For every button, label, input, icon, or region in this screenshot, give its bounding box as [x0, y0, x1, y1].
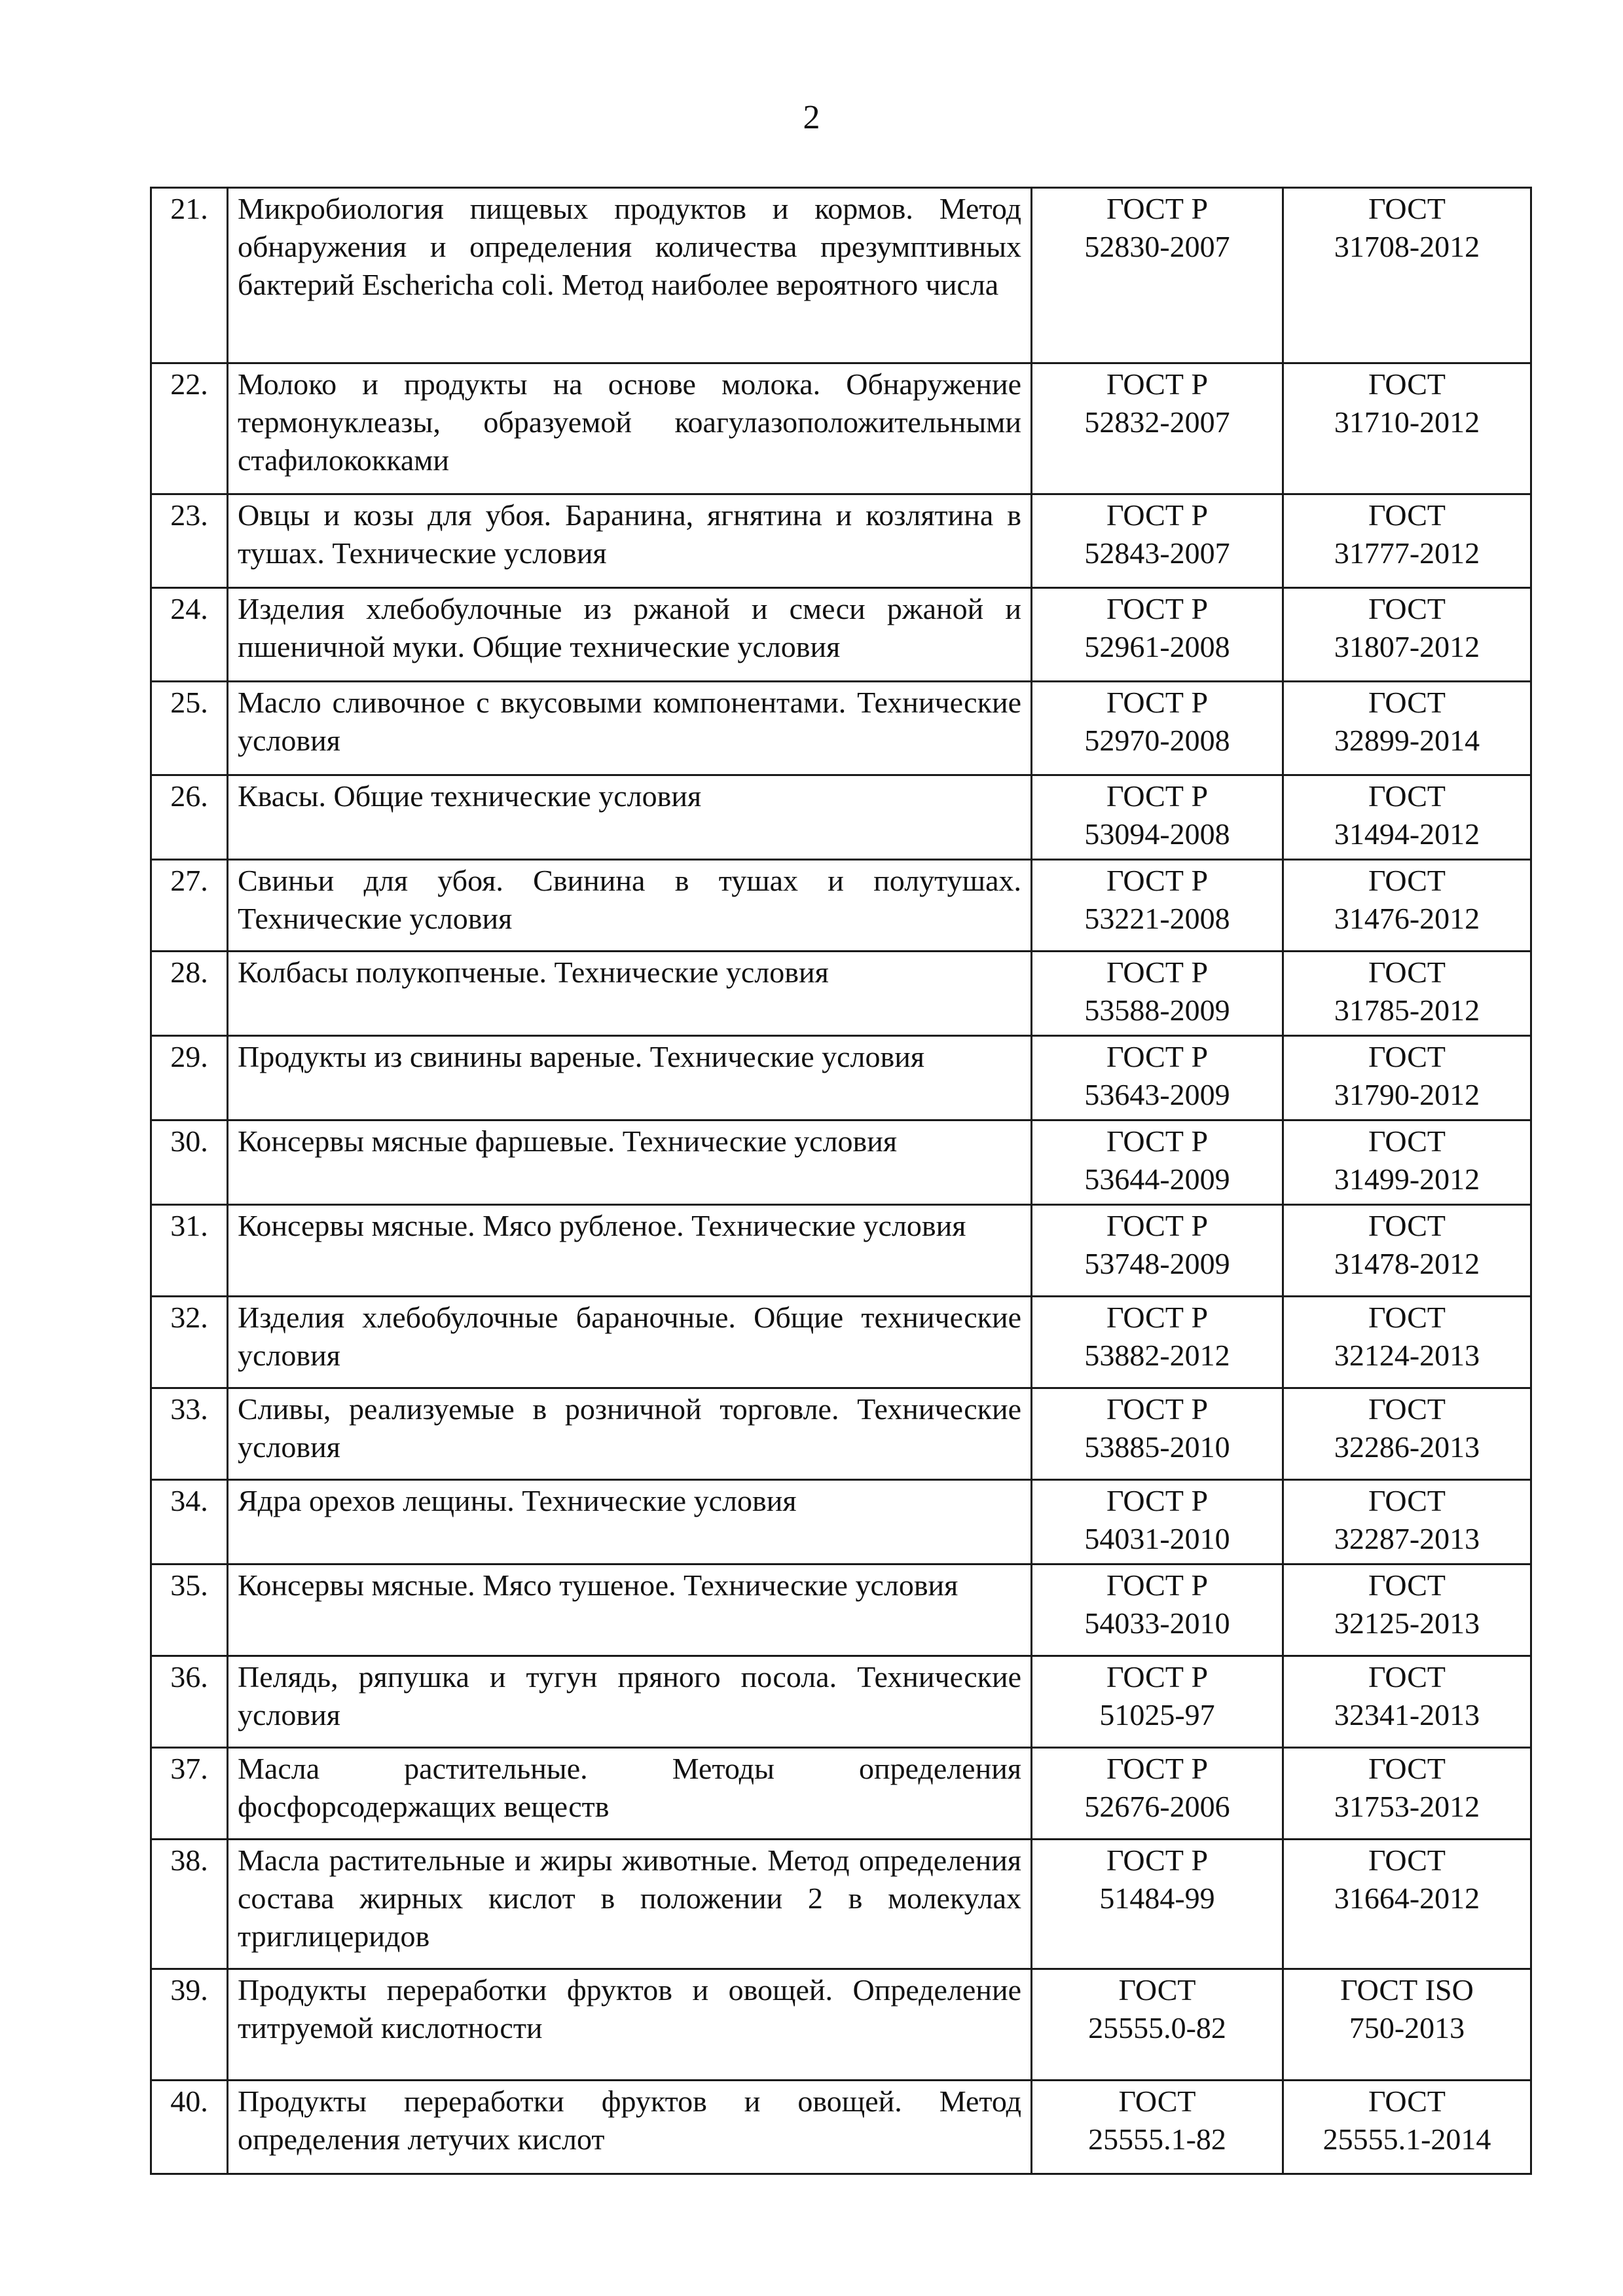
new-standard-number: 31710-2012: [1334, 405, 1480, 439]
new-standard-type: ГОСТ: [1368, 1752, 1446, 1785]
table-row: [151, 1205, 1531, 1297]
replaced-standard-type: ГОСТ Р: [1106, 1301, 1209, 1334]
replaced-standard-type: ГОСТ Р: [1106, 1124, 1209, 1158]
standard-title: Масло сливочное с вкусовыми компонентами. Технические условия: [228, 682, 1032, 775]
standard-title: Масла растительные. Методы определения фосфорсодержащих веществ: [228, 1748, 1032, 1840]
new-standard-type: ГОСТ: [1368, 1392, 1446, 1426]
new-standard-number: 25555.1-2014: [1322, 2122, 1491, 2156]
table-row: [151, 363, 1531, 494]
new-standard-number: 31790-2012: [1334, 1078, 1480, 1111]
standard-title: Продукты переработки фруктов и овощей. Определение титруемой кислотности: [228, 1969, 1032, 2081]
row-number: 33.: [151, 1388, 228, 1480]
row-number: 39.: [151, 1969, 228, 2081]
standard-title: Молоко и продукты на основе молока. Обнаружение термонуклеазы, образуемой коагулазоположительными стафилококками: [228, 363, 1032, 494]
new-standard: [1283, 2081, 1531, 2174]
replaced-standard-number: 52676-2006: [1084, 1790, 1230, 1823]
new-standard: [1283, 1969, 1531, 2081]
new-standard: [1283, 860, 1531, 952]
new-standard-type: ГОСТ: [1368, 686, 1446, 719]
new-standard-number: 32341-2013: [1334, 1698, 1480, 1731]
replaced-standard: [1032, 2081, 1283, 2174]
new-standard-number: 31753-2012: [1334, 1790, 1480, 1823]
replaced-standard-number: 53221-2008: [1084, 902, 1230, 935]
new-standard-number: 31494-2012: [1334, 817, 1480, 851]
standard-title: Консервы мясные фаршевые. Технические условия: [228, 1120, 1032, 1205]
row-number: 35.: [151, 1565, 228, 1656]
new-standard: [1283, 363, 1531, 494]
replaced-standard-number: 53882-2012: [1084, 1339, 1230, 1372]
new-standard: [1283, 188, 1531, 363]
new-standard: [1283, 1036, 1531, 1120]
replaced-standard-number: 51484-99: [1099, 1881, 1215, 1915]
replaced-standard: [1032, 1656, 1283, 1748]
new-standard-number: 31708-2012: [1334, 230, 1480, 263]
standard-title: Изделия хлебобулочные из ржаной и смеси ржаной и пшеничной муки. Общие технические условия: [228, 588, 1032, 682]
standard-title: Продукты из свинины вареные. Технические условия: [228, 1036, 1032, 1120]
new-standard: [1283, 1480, 1531, 1565]
new-standard-number: 32124-2013: [1334, 1339, 1480, 1372]
replaced-standard: [1032, 588, 1283, 682]
standard-title: Изделия хлебобулочные бараночные. Общие технические условия: [228, 1297, 1032, 1388]
new-standard-type: ГОСТ: [1368, 864, 1446, 897]
replaced-standard-type: ГОСТ Р: [1106, 955, 1209, 989]
new-standard-type: ГОСТ: [1368, 2084, 1446, 2118]
replaced-standard-number: 52970-2008: [1084, 724, 1230, 757]
row-number: 28.: [151, 952, 228, 1036]
new-standard: [1283, 588, 1531, 682]
new-standard: [1283, 952, 1531, 1036]
new-standard-type: ГОСТ: [1368, 1660, 1446, 1694]
row-number: 27.: [151, 860, 228, 952]
replaced-standard: [1032, 1120, 1283, 1205]
replaced-standard-number: 53644-2009: [1084, 1162, 1230, 1196]
replaced-standard: [1032, 952, 1283, 1036]
new-standard: [1283, 1120, 1531, 1205]
standard-title: Продукты переработки фруктов и овощей. Метод определения летучих кислот: [228, 2081, 1032, 2174]
replaced-standard: [1032, 1297, 1283, 1388]
replaced-standard: [1032, 682, 1283, 775]
standard-title: Сливы, реализуемые в розничной торговле. Технические условия: [228, 1388, 1032, 1480]
new-standard-number: 31478-2012: [1334, 1247, 1480, 1280]
new-standard-type: ГОСТ: [1368, 1568, 1446, 1602]
new-standard-number: 32286-2013: [1334, 1430, 1480, 1464]
replaced-standard: [1032, 494, 1283, 588]
standard-title: Пелядь, ряпушка и тугун пряного посола. Технические условия: [228, 1656, 1032, 1748]
replaced-standard-type: ГОСТ Р: [1106, 1568, 1209, 1602]
replaced-standard-number: 54031-2010: [1084, 1522, 1230, 1555]
new-standard-number: 31785-2012: [1334, 993, 1480, 1027]
table-row: [151, 1656, 1531, 1748]
new-standard: [1283, 1748, 1531, 1840]
new-standard: [1283, 682, 1531, 775]
replaced-standard-type: ГОСТ Р: [1106, 192, 1209, 225]
standard-title: Колбасы полукопченые. Технические условия: [228, 952, 1032, 1036]
replaced-standard-type: ГОСТ Р: [1106, 864, 1209, 897]
replaced-standard: [1032, 860, 1283, 952]
standard-title: Овцы и козы для убоя. Баранина, ягнятина и козлятина в тушах. Технические условия: [228, 494, 1032, 588]
replaced-standard-number: 25555.1-82: [1088, 2122, 1226, 2156]
row-number: 21.: [151, 188, 228, 363]
row-number: 25.: [151, 682, 228, 775]
row-number: 37.: [151, 1748, 228, 1840]
replaced-standard: [1032, 1205, 1283, 1297]
replaced-standard: [1032, 1480, 1283, 1565]
standard-title: Свиньи для убоя. Свинина в тушах и полутушах. Технические условия: [228, 860, 1032, 952]
replaced-standard-number: 25555.0-82: [1088, 2011, 1226, 2045]
replaced-standard-type: ГОСТ Р: [1106, 1660, 1209, 1694]
new-standard-number: 31807-2012: [1334, 630, 1480, 663]
new-standard-type: ГОСТ: [1368, 367, 1446, 401]
replaced-standard-type: ГОСТ Р: [1106, 1209, 1209, 1242]
standard-title: Квасы. Общие технические условия: [228, 775, 1032, 860]
standards-table: [150, 187, 1532, 2175]
table-row: [151, 2081, 1531, 2174]
new-standard: [1283, 1840, 1531, 1969]
replaced-standard: [1032, 1565, 1283, 1656]
replaced-standard-number: 53748-2009: [1084, 1247, 1230, 1280]
standards-table-body: [151, 188, 1531, 2174]
new-standard: [1283, 1205, 1531, 1297]
row-number: 32.: [151, 1297, 228, 1388]
replaced-standard: [1032, 1388, 1283, 1480]
table-row: [151, 1840, 1531, 1969]
new-standard: [1283, 1297, 1531, 1388]
new-standard-number: 32125-2013: [1334, 1606, 1480, 1640]
row-number: 31.: [151, 1205, 228, 1297]
standard-title: Микробиология пищевых продуктов и кормов. Метод обнаружения и определения количества презумптивных бактерий Escherichа coli. Метод наиболее вероятного числа: [228, 188, 1032, 363]
new-standard-type: ГОСТ: [1368, 498, 1446, 532]
row-number: 29.: [151, 1036, 228, 1120]
row-number: 38.: [151, 1840, 228, 1969]
new-standard-number: 31476-2012: [1334, 902, 1480, 935]
new-standard-number: 31664-2012: [1334, 1881, 1480, 1915]
replaced-standard-type: ГОСТ Р: [1106, 1843, 1209, 1877]
replaced-standard-type: ГОСТ Р: [1106, 686, 1209, 719]
new-standard-type: ГОСТ: [1368, 1484, 1446, 1517]
new-standard: [1283, 1388, 1531, 1480]
replaced-standard-number: 53885-2010: [1084, 1430, 1230, 1464]
new-standard-type: ГОСТ: [1368, 955, 1446, 989]
table-row: [151, 775, 1531, 860]
replaced-standard-number: 53094-2008: [1084, 817, 1230, 851]
new-standard-type: ГОСТ: [1368, 779, 1446, 813]
table-row: [151, 1036, 1531, 1120]
replaced-standard-number: 54033-2010: [1084, 1606, 1230, 1640]
new-standard-type: ГОСТ ISO: [1340, 1973, 1474, 2007]
new-standard-number: 32287-2013: [1334, 1522, 1480, 1555]
standard-title: Консервы мясные. Мясо рубленое. Технические условия: [228, 1205, 1032, 1297]
replaced-standard-number: 53643-2009: [1084, 1078, 1230, 1111]
replaced-standard-type: ГОСТ: [1118, 2084, 1196, 2118]
new-standard: [1283, 1565, 1531, 1656]
replaced-standard: [1032, 1748, 1283, 1840]
new-standard-type: ГОСТ: [1368, 1209, 1446, 1242]
standard-title: Консервы мясные. Мясо тушеное. Технические условия: [228, 1565, 1032, 1656]
row-number: 30.: [151, 1120, 228, 1205]
replaced-standard-number: 52832-2007: [1084, 405, 1230, 439]
replaced-standard: [1032, 188, 1283, 363]
replaced-standard: [1032, 363, 1283, 494]
table-row: [151, 952, 1531, 1036]
table-row: [151, 1565, 1531, 1656]
new-standard-number: 31499-2012: [1334, 1162, 1480, 1196]
row-number: 23.: [151, 494, 228, 588]
table-row: [151, 1120, 1531, 1205]
page-number: 2: [803, 99, 820, 136]
new-standard: [1283, 494, 1531, 588]
new-standard-number: 750-2013: [1349, 2011, 1465, 2045]
table-row: [151, 1388, 1531, 1480]
replaced-standard: [1032, 1840, 1283, 1969]
new-standard: [1283, 1656, 1531, 1748]
new-standard-type: ГОСТ: [1368, 1124, 1446, 1158]
replaced-standard: [1032, 1036, 1283, 1120]
new-standard-type: ГОСТ: [1368, 192, 1446, 225]
table-row: [151, 860, 1531, 952]
table-row: [151, 494, 1531, 588]
replaced-standard-number: 52830-2007: [1084, 230, 1230, 263]
replaced-standard-number: 52843-2007: [1084, 536, 1230, 570]
replaced-standard: [1032, 1969, 1283, 2081]
replaced-standard-type: ГОСТ Р: [1106, 498, 1209, 532]
new-standard-type: ГОСТ: [1368, 1843, 1446, 1877]
new-standard: [1283, 775, 1531, 860]
new-standard-number: 31777-2012: [1334, 536, 1480, 570]
standard-title: Ядра орехов лещины. Технические условия: [228, 1480, 1032, 1565]
standard-title: Масла растительные и жиры животные. Метод определения состава жирных кислот в положении 2 в молекулах триглицеридов: [228, 1840, 1032, 1969]
row-number: 40.: [151, 2081, 228, 2174]
row-number: 24.: [151, 588, 228, 682]
row-number: 34.: [151, 1480, 228, 1565]
new-standard-type: ГОСТ: [1368, 1040, 1446, 1073]
replaced-standard-type: ГОСТ Р: [1106, 779, 1209, 813]
replaced-standard-number: 53588-2009: [1084, 993, 1230, 1027]
replaced-standard: [1032, 775, 1283, 860]
new-standard-type: ГОСТ: [1368, 592, 1446, 625]
replaced-standard-type: ГОСТ Р: [1106, 592, 1209, 625]
table-row: [151, 1480, 1531, 1565]
replaced-standard-type: ГОСТ Р: [1106, 1752, 1209, 1785]
table-row: [151, 1748, 1531, 1840]
replaced-standard-type: ГОСТ Р: [1106, 1040, 1209, 1073]
replaced-standard-type: ГОСТ Р: [1106, 367, 1209, 401]
row-number: 36.: [151, 1656, 228, 1748]
replaced-standard-number: 52961-2008: [1084, 630, 1230, 663]
new-standard-type: ГОСТ: [1368, 1301, 1446, 1334]
row-number: 22.: [151, 363, 228, 494]
replaced-standard-type: ГОСТ Р: [1106, 1392, 1209, 1426]
table-row: [151, 1969, 1531, 2081]
table-row: [151, 188, 1531, 363]
table-row: [151, 682, 1531, 775]
replaced-standard-type: ГОСТ: [1118, 1973, 1196, 2007]
row-number: 26.: [151, 775, 228, 860]
table-row: [151, 588, 1531, 682]
new-standard-number: 32899-2014: [1334, 724, 1480, 757]
replaced-standard-type: ГОСТ Р: [1106, 1484, 1209, 1517]
replaced-standard-number: 51025-97: [1099, 1698, 1215, 1731]
table-row: [151, 1297, 1531, 1388]
